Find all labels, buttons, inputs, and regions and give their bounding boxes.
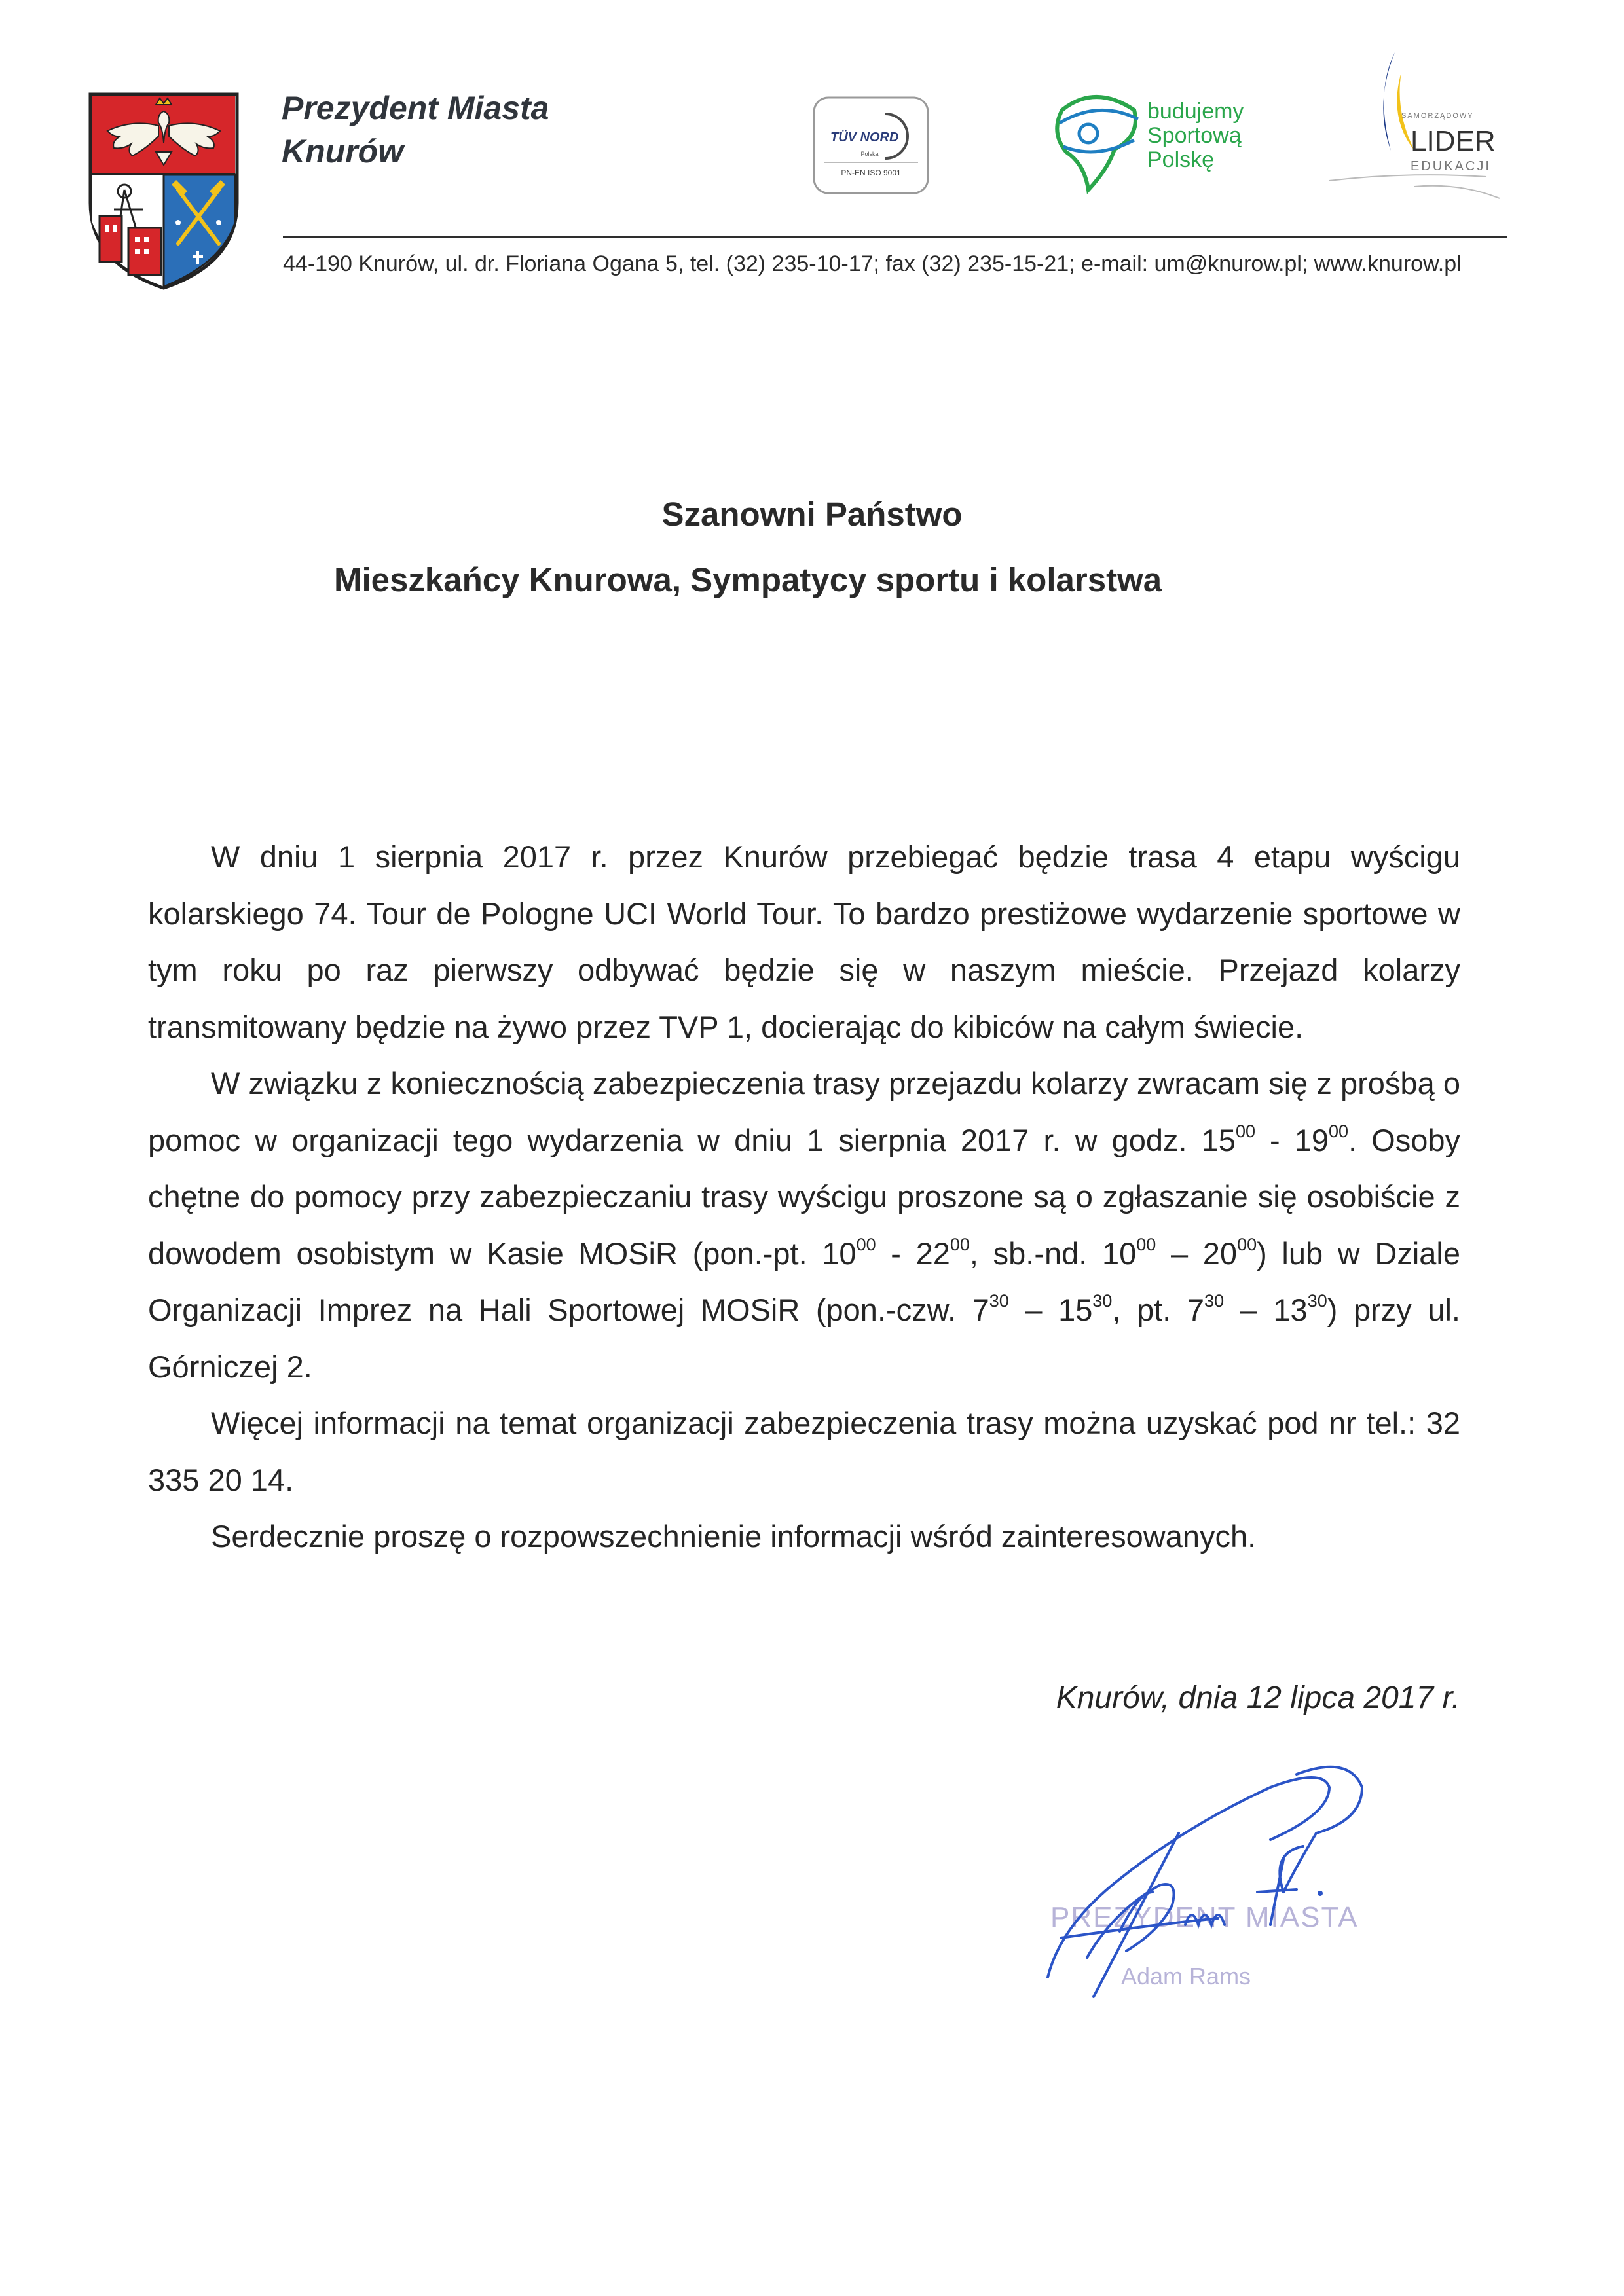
dash: -	[1255, 1122, 1295, 1157]
stamp-name: Adam Rams	[1121, 1963, 1251, 1990]
stamp-title: PREZYDENT MIASTA	[1050, 1901, 1359, 1933]
time-10b: $10^{00}$	[1101, 1234, 1156, 1271]
paragraph-1: W dniu 1 sierpnia 2017 r. przez Knurów przebiegać będzie trasa 4 etapu wyścigu kolarskiego 74. Tour de Pologne UCI World Tour. To bardzo prestiżowe wydarzenie sportowe w tym roku po raz pierwszy odbywać będzie się w naszym mieście. Przejazd kolarzy transmitowany będzie na żywo przez TVP 1, docierając do kibiców na całym świecie.	[148, 839, 1460, 1044]
lider-edukacji-logo	[1329, 46, 1500, 210]
dash: –	[1224, 1292, 1274, 1327]
sport-line2: Sportową	[1147, 123, 1242, 148]
tuv-cert: PN-EN ISO 9001	[841, 168, 901, 177]
office-address: 44-190 Knurów, ul. dr. Floriana Ogana 5, tel. (32) 235-10-17; fax (32) 235-15-21; e-mail: um@knurow.pl; www.knurow.pl	[283, 251, 1462, 276]
date-line: Knurów, dnia 12 lipca 2017 r.	[1056, 1681, 1460, 1715]
time-20: $20^{00}$	[1202, 1234, 1257, 1271]
dash: –	[1008, 1292, 1059, 1327]
p2-text-c: , sb.-nd.	[969, 1235, 1102, 1271]
sport-line3: Polskę	[1147, 147, 1215, 172]
p2-text-e: , pt.	[1112, 1292, 1187, 1327]
p2-text-b: . Osoby chętne do pomocy przy zabezpieczaniu trasy wyścigu proszone są o zgłaszanie się osobiście z dowodem osobistym w Kasie MOSiR (pon.-pt.	[148, 1122, 1461, 1271]
tuv-brand: TÜV NORD	[830, 130, 899, 145]
sportowa-polska-logo	[1049, 84, 1259, 198]
header-divider	[283, 236, 1507, 238]
dash: –	[1156, 1235, 1203, 1271]
p2-text-a: W związku z koniecznością zabezpieczenia trasy przejazdu kolarzy zwracam się z prośbą o pomoc w organizacji tego wydarzenia w dniu 1 sierpnia 2017 r. w godz.	[148, 1066, 1460, 1157]
time-15: $15^{00}$	[1201, 1121, 1255, 1157]
sportowa-polska-text	[1147, 100, 1244, 172]
paragraph-3: Więcej informacji na temat organizacji zabezpieczenia trasy można uzyskać pod nr tel.: 32 335 20 14.	[148, 1406, 1460, 1497]
time-10: $10^{00}$	[822, 1234, 876, 1271]
paragraph-4: Serdecznie proszę o rozpowszechnienie informacji wśród zainteresowanych.	[211, 1519, 1257, 1554]
lider-small: SAMORZĄDOWY	[1401, 112, 1474, 120]
coat-of-arms-logo	[88, 92, 240, 291]
lider-sub: EDUKACJI	[1411, 159, 1491, 173]
time-19: $19^{00}$	[1294, 1121, 1349, 1157]
tuv-nord-certificate-logo	[812, 96, 930, 195]
time-7: $7^{30}$	[972, 1291, 1009, 1327]
time-15b: $15^{30}$	[1058, 1291, 1113, 1327]
p2-text-d: ) lub w Dziale Organizacji Imprez na Hali Sportowej MOSiR (pon.-czw.	[148, 1235, 1460, 1327]
office-name	[282, 86, 549, 173]
paragraph-2	[148, 1055, 1460, 1395]
p2-text-f: ) przy ul. Górniczej 2.	[148, 1292, 1460, 1384]
time-7b: $7^{30}$	[1187, 1291, 1225, 1327]
office-line2: Knurów	[282, 133, 404, 170]
sportowa-polska-emblem-icon	[1049, 84, 1147, 198]
greeting-line2: Mieszkańcy Knurowa, Sympatycy sportu i kolarstwa	[334, 561, 1162, 598]
office-line1: Prezydent Miasta	[282, 90, 549, 126]
tuv-sub: Polska	[860, 151, 879, 157]
time-13: $13^{30}$	[1273, 1291, 1327, 1327]
handwritten-signature	[1022, 1761, 1388, 2010]
lider-main: LIDER	[1411, 125, 1496, 157]
time-22: $22^{00}$	[915, 1234, 970, 1271]
letter-body	[148, 829, 1460, 1565]
dash: -	[876, 1235, 916, 1271]
sport-line1: budujemy	[1147, 99, 1244, 124]
greeting-line1: Szanowni Państwo	[661, 496, 963, 533]
